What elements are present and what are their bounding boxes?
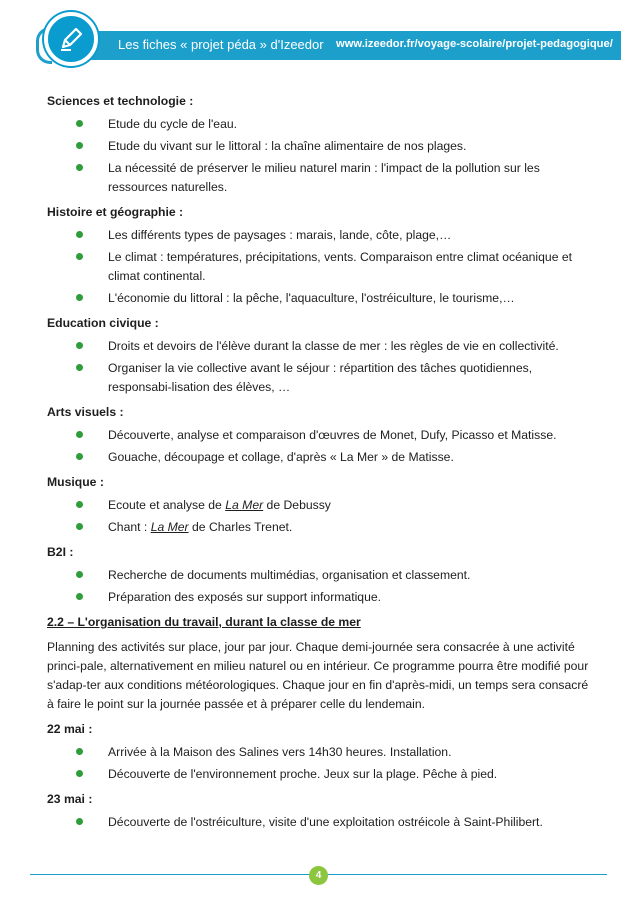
bullet-icon — [76, 120, 83, 127]
list-item: Les différents types de paysages : marais, lande, côte, plage,… — [47, 226, 597, 245]
work-title: La Mer — [150, 520, 189, 534]
bullet-icon — [76, 501, 83, 508]
section-title-arts: Arts visuels : — [47, 405, 124, 419]
page-number-badge: 4 — [309, 866, 328, 885]
list-musique — [47, 496, 597, 537]
list-item: Arrivée à la Maison des Salines vers 14h30 heures. Installation. — [47, 743, 597, 762]
list-item: Etude du cycle de l'eau. — [47, 115, 597, 134]
bullet-icon — [76, 770, 83, 777]
bullet-icon — [76, 593, 83, 600]
list-item: Ecoute et analyse de La Mer de Debussy — [47, 496, 597, 515]
bullet-icon — [76, 818, 83, 825]
section-title-sciences: Sciences et technologie : — [47, 94, 194, 108]
bullet-icon — [76, 342, 83, 349]
bullet-icon — [76, 231, 83, 238]
list-item: Découverte de l'environnement proche. Jeux sur la plage. Pêche à pied. — [47, 765, 597, 784]
list-22-mai — [47, 743, 597, 784]
section-title-histoire: Histoire et géographie : — [47, 205, 184, 219]
page-header — [0, 0, 638, 80]
list-histoire — [47, 226, 597, 308]
bullet-icon — [76, 294, 83, 301]
list-item: Etude du vivant sur le littoral : la chaîne alimentaire de nos plages. — [47, 137, 597, 156]
section-title-22-mai: 22 mai : — [47, 722, 93, 736]
section-heading-organisation: 2.2 – L'organisation du travail, durant la classe de mer — [47, 615, 361, 629]
list-item: Découverte, analyse et comparaison d'œuvres de Monet, Dufy, Picasso et Matisse. — [47, 426, 597, 445]
list-sciences — [47, 115, 597, 197]
list-item: Recherche de documents multimédias, organisation et classement. — [47, 566, 597, 585]
list-arts — [47, 426, 597, 467]
document-body — [47, 92, 597, 838]
bullet-icon — [76, 453, 83, 460]
bullet-icon — [76, 748, 83, 755]
bullet-icon — [76, 253, 83, 260]
list-item: Gouache, découpage et collage, d'après « La Mer » de Matisse. — [47, 448, 597, 467]
list-b2i — [47, 566, 597, 607]
list-item: Organiser la vie collective avant le séjour : répartition des tâches quotidiennes, responsabi-lisation des élèves, … — [47, 359, 597, 397]
list-item: L'économie du littoral : la pêche, l'aquaculture, l'ostréiculture, le tourisme,… — [47, 289, 597, 308]
pen-icon — [44, 12, 98, 66]
section-title-civique: Education civique : — [47, 316, 159, 330]
section-title-b2i: B2I : — [47, 545, 74, 559]
list-item: Chant : La Mer de Charles Trenet. — [47, 518, 597, 537]
list-civique — [47, 337, 597, 397]
bullet-icon — [76, 523, 83, 530]
header-title: Les fiches « projet péda » d'Izeedor — [118, 37, 324, 52]
bullet-icon — [76, 571, 83, 578]
bullet-icon — [76, 142, 83, 149]
list-item: Préparation des exposés sur support informatique. — [47, 588, 597, 607]
list-item: Droits et devoirs de l'élève durant la classe de mer : les règles de vie en collectivité. — [47, 337, 597, 356]
work-title: La Mer — [225, 498, 264, 512]
organisation-paragraph: Planning des activités sur place, jour par jour. Chaque demi-journée sera consacrée à une activité princi-pale, alternativement en milieu naturel ou en intérieur. Ce programme pourra être modifié pour s'adap-ter aux conditions météorologiques. Chaque jour en fin d'après-midi, un temps sera consacré à faire le point sur la journée passée et à préparer celle du lendemain. — [47, 640, 589, 711]
bullet-icon — [76, 164, 83, 171]
section-title-musique: Musique : — [47, 475, 104, 489]
list-item: Découverte de l'ostréiculture, visite d'une exploitation ostréicole à Saint-Philibert. — [47, 813, 597, 832]
bullet-icon — [76, 364, 83, 371]
list-item: La nécessité de préserver le milieu naturel marin : l'impact de la pollution sur les ressources naturelles. — [47, 159, 597, 197]
header-url[interactable]: www.izeedor.fr/voyage-scolaire/projet-pedagogique/ — [336, 38, 613, 50]
list-23-mai — [47, 813, 597, 832]
section-title-23-mai: 23 mai : — [47, 792, 93, 806]
bullet-icon — [76, 431, 83, 438]
list-item: Le climat : températures, précipitations, vents. Comparaison entre climat océanique et climat continental. — [47, 248, 597, 286]
